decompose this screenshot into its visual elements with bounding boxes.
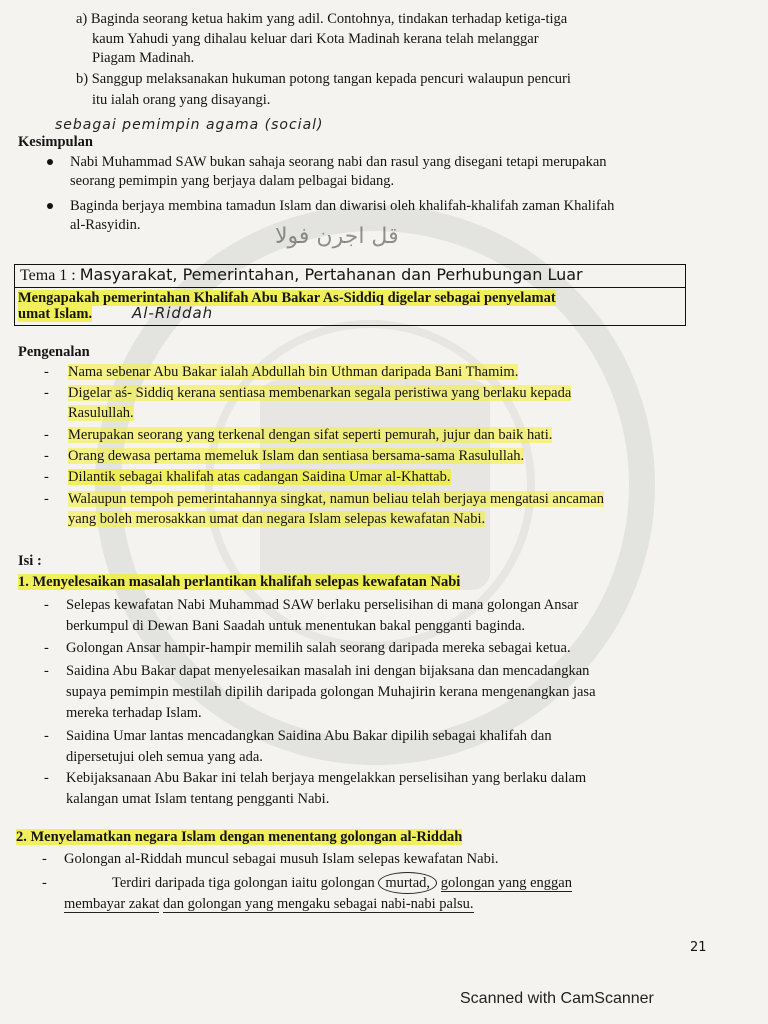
tema-question-line-1 [18,289,556,307]
isi-s1-line-7: Saidina Umar lantas mencadangkan Saidina Abu Bakar dipilih sebagai khalifah dan [66,728,552,744]
dash-bullet: - [42,875,47,891]
pengenalan-text-8: yang boleh merosakkan umat dan negara Islam selepas kewafatan Nabi. [68,511,486,527]
item-a-line-2: kaum Yahudi yang dihalau keluar dari Kota Madinah kerana telah melanggar [92,31,539,47]
isi-s2-line-3a: membayar zakat [64,896,160,912]
pengenalan-text-3: Rasulullah. [68,405,134,421]
pengenalan-text-1: Nama sebenar Abu Bakar ialah Abdullah bin Uthman daripada Bani Thamim. [68,364,519,380]
item-a-line-1 [76,10,567,28]
tema-prefix: Tema 1 : [20,267,76,284]
handwritten-note-riddah: Al-Riddah [132,304,214,322]
isi-s1-line-6: mereka terhadap Islam. [66,705,202,721]
dash-bullet: - [44,728,49,744]
kesimpulan-item-2-line-1: Baginda berjaya membina tamadun Islam dan diwarisi oleh khalifah-khalifah zaman Khalifah [70,198,615,214]
pengenalan-heading: Pengenalan [18,344,90,360]
item-a-text-1: Baginda seorang ketua hakim yang adil. Contohnya, tindakan terhadap ketiga-tiga [90,11,568,27]
pengenalan-text-5: Orang dewasa pertama memeluk Islam dan sentiasa bersama-sama Rasulullah. [68,448,525,464]
isi-s2-line-2a: Terdiri daripada tiga golongan iaitu golongan [112,875,375,891]
tema-question-text-2: umat Islam. [18,306,93,322]
tema-question-text-1: Mengapakah pemerintahan Khalifah Abu Bakar As-Siddiq digelar sebagai penyelamat [18,290,556,306]
isi-s1-line-9: Kebijaksanaan Abu Bakar ini telah berjaya mengelakkan perselisihan yang berlaku dalam [66,770,587,786]
dash-bullet: - [44,448,49,464]
tema-box-divider [14,287,686,288]
isi-s2-line-3 [64,895,474,913]
handwritten-note-top: sebagai pemimpin agama (social) [55,117,324,133]
dash-bullet: - [44,491,49,507]
pengenalan-text-4: Merupakan seorang yang terkenal dengan sifat seperti pemurah, jujur dan baik hati. [68,427,553,443]
tema-title-row [20,265,583,286]
isi-s1-line-2: berkumpul di Dewan Bani Saadah untuk menentukan bakal pengganti baginda. [66,618,526,634]
pengenalan-item-2-line-1 [68,384,571,402]
bullet-dot [47,159,53,165]
isi-s1-line-10: kalangan umat Islam tentang pengganti Nabi. [66,791,330,807]
dash-bullet: - [44,427,49,443]
tema-title: Masyarakat, Pemerintahan, Pertahanan dan Perhubungan Luar [79,265,583,284]
isi-s2-line-3b: dan golongan yang mengaku sebagai nabi-nabi palsu. [163,896,474,912]
page-number: 21 [690,940,707,955]
isi-s1-line-1: Selepas kewafatan Nabi Muhammad SAW berlaku perselisihan di mana golongan Ansar [66,597,579,613]
pengenalan-text-2: Digelar aś- Siddiq kerana sentiasa membenarkan segala peristiwa yang berlaku kepada [68,385,572,401]
isi-s1-line-4: Saidina Abu Bakar dapat menyelesaikan masalah ini dengan bijaksana dan mencadangkan [66,663,590,679]
pengenalan-text-6: Dilantik sebagai khalifah atas cadangan Saidina Umar al-Khattab. [68,469,451,485]
dash-bullet: - [44,770,49,786]
pengenalan-item-6-line-2 [68,510,485,528]
dash-bullet: - [42,851,47,867]
tema-question-line-2 [18,305,92,323]
dash-bullet: - [44,663,49,679]
pengenalan-item-3 [68,426,552,444]
item-b-text-1: Sanggup melaksanakan hukuman potong tangan kepada pencuri walaupun pencuri [91,71,571,87]
dash-bullet: - [44,469,49,485]
kesimpulan-heading: Kesimpulan [18,134,93,150]
kesimpulan-item-1-line-2: seorang pemimpin yang berjaya dalam pelbagai bidang. [70,173,395,189]
dash-bullet: - [44,385,49,401]
isi-s2-line-2b: golongan yang enggan [440,875,572,891]
isi-s2-line-2 [112,874,572,892]
dash-bullet: - [44,640,49,656]
item-b-label: b) [76,71,89,87]
dash-bullet: - [44,364,49,380]
isi-section-2-heading-text: 2. Menyelamatkan negara Islam dengan menentang golongan al-Riddah [16,829,463,845]
isi-section-2-heading [16,828,462,846]
isi-s1-line-3: Golongan Ansar hampir-hampir memilih salah seorang daripada mereka sebagai ketua. [66,640,571,656]
isi-s1-line-8: dipersetujui oleh semua yang ada. [66,749,263,765]
pengenalan-item-2-line-2 [68,404,134,422]
watermark-arabic-motto: قل اجرن فولا [275,224,399,249]
pengenalan-item-4 [68,447,524,465]
item-b-line-1 [76,70,571,88]
isi-s1-line-5: supaya pemimpin mestilah dipilih daripada golongan Muhajirin kerana mengenangkan jasa [66,684,596,700]
pengenalan-item-5 [68,468,451,486]
isi-section-1-heading-text: 1. Menyelesaikan masalah perlantikan khalifah selepas kewafatan Nabi [18,574,461,590]
bullet-dot [47,203,53,209]
dash-bullet: - [44,597,49,613]
isi-heading: Isi : [18,553,42,569]
pengenalan-text-7: Walaupun tempoh pemerintahannya singkat, namun beliau telah berjaya mengatasi ancaman [68,491,604,507]
item-b-line-2: itu ialah orang yang disayangi. [92,92,271,108]
isi-s2-line-1: Golongan al-Riddah muncul sebagai musuh Islam selepas kewafatan Nabi. [64,851,499,867]
kesimpulan-item-1-line-1: Nabi Muhammad SAW bukan sahaja seorang nabi dan rasul yang disegani tetapi merupakan [70,154,607,170]
isi-section-1-heading [18,573,460,591]
circled-word-murtad: murtad, [378,872,437,894]
pengenalan-item-1 [68,363,518,381]
item-a-line-3: Piagam Madinah. [92,50,195,66]
pengenalan-item-6-line-1 [68,490,604,508]
kesimpulan-item-2-line-2: al-Rasyidin. [70,217,141,233]
scanner-footer: Scanned with CamScanner [460,990,654,1007]
item-a-label: a) [76,11,88,27]
